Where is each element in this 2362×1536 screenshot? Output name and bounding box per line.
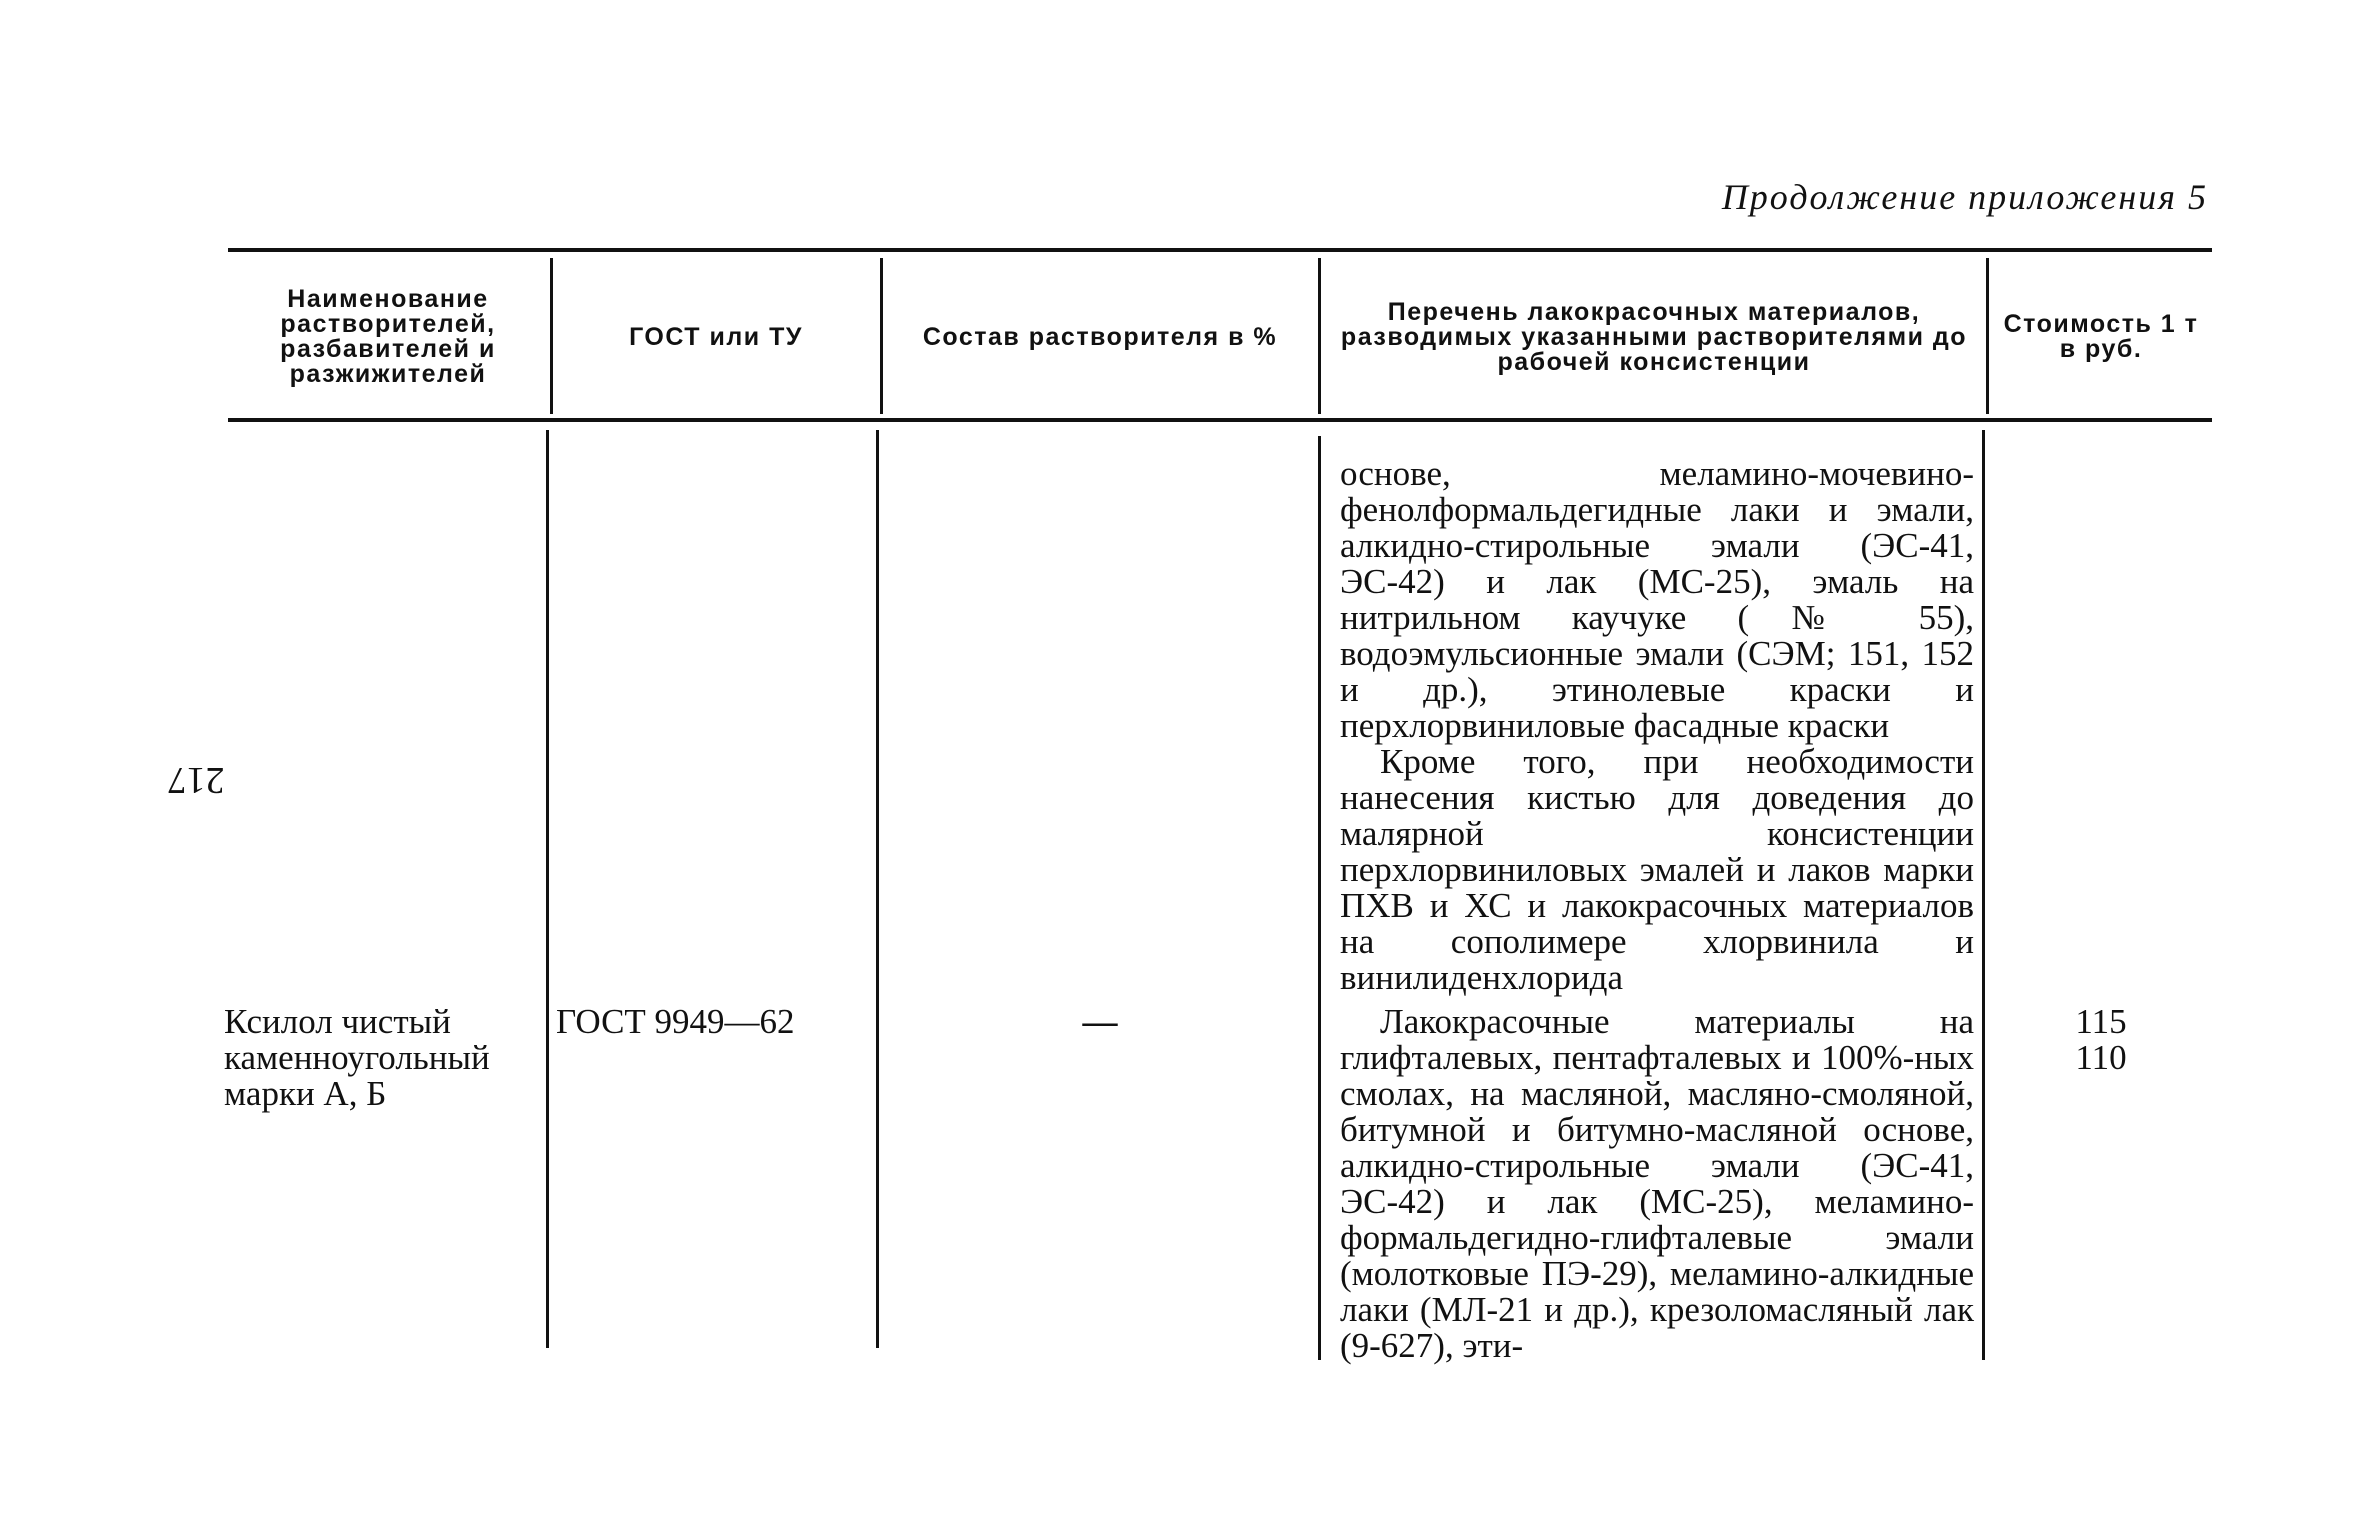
continued-paragraph: основе, меламино-мочевино-фенолформальдегидные лаки и эмали, алкидно-стирольные эмали (ЭС-41, ЭС-42) и лак (МС-25), эмаль на нитрильном каучуке (№ 55), водоэмульсионные эмали (СЭМ; 151, 152 и др.), этинолевые краски и перхлорвиниловые фасадные краски: [1340, 454, 1974, 745]
row-materials: Лакокрасочные материалы на глифталевых, пентафталевых и 100%-ных смолах, на масляной, масляно-смоляной, битумной и битумно-масляной основе, алкидно-стирольные эмали (ЭС-41, ЭС-42) и лак (МС-25), меламино-формальдегидно-глифталевые эмали (молотковые ПЭ-29), меламино-алкидные лаки (МЛ-21 и др.), крезоломасляный лак (9-627), эти-: [1340, 1002, 1974, 1365]
cost-value: 110: [2075, 1038, 2127, 1077]
row-name: Ксилол чистый каменноугольный марки А, Б: [224, 1002, 490, 1113]
table-top-rule: [228, 248, 2212, 252]
header-name-text: Наименование растворителей, разбавителей и разжижителей: [280, 285, 496, 388]
body-divider: [1982, 430, 1985, 1360]
cost-value: 115: [2075, 1002, 2127, 1041]
header-gost: [556, 258, 876, 416]
body-divider: [876, 430, 879, 1348]
header-cost-text: Стоимость 1 т в руб.: [2003, 310, 2199, 363]
header-name: [232, 258, 544, 416]
header-composition-text: Состав растворителя в %: [922, 322, 1278, 351]
header-gost-text: ГОСТ или ТУ: [629, 322, 803, 351]
page-number: 217: [167, 759, 225, 801]
header-divider: [880, 258, 883, 414]
header-bottom-rule: [228, 418, 2212, 422]
body-divider: [546, 430, 549, 1348]
materials-continued: [1340, 456, 1974, 996]
header-divider: [1986, 258, 1989, 414]
continued-paragraph: Кроме того, при необходимости нанесения кистью для доведения до малярной консистенции перхлорвиниловых эмалей и лаков марки ПХВ и ХС и лакокрасочных материалов на сополимере хлорвинила и винилиденхлорида: [1340, 742, 1974, 997]
page-caption: Продолжение приложения 5: [1721, 177, 2208, 217]
row-gost: ГОСТ 9949—62: [556, 1002, 795, 1041]
row-cost: [1994, 1004, 2208, 1076]
header-composition: [886, 258, 1314, 416]
header-cost: [1994, 258, 2208, 416]
header-materials: [1326, 258, 1982, 416]
header-divider: [1318, 258, 1321, 414]
header-divider: [550, 258, 553, 414]
row-composition: —: [1082, 1002, 1118, 1041]
body-divider: [1318, 436, 1321, 1360]
header-materials-text: Перечень лакокрасочных материалов, разводимых указанными растворителями до рабочей консистенции: [1340, 297, 1968, 376]
